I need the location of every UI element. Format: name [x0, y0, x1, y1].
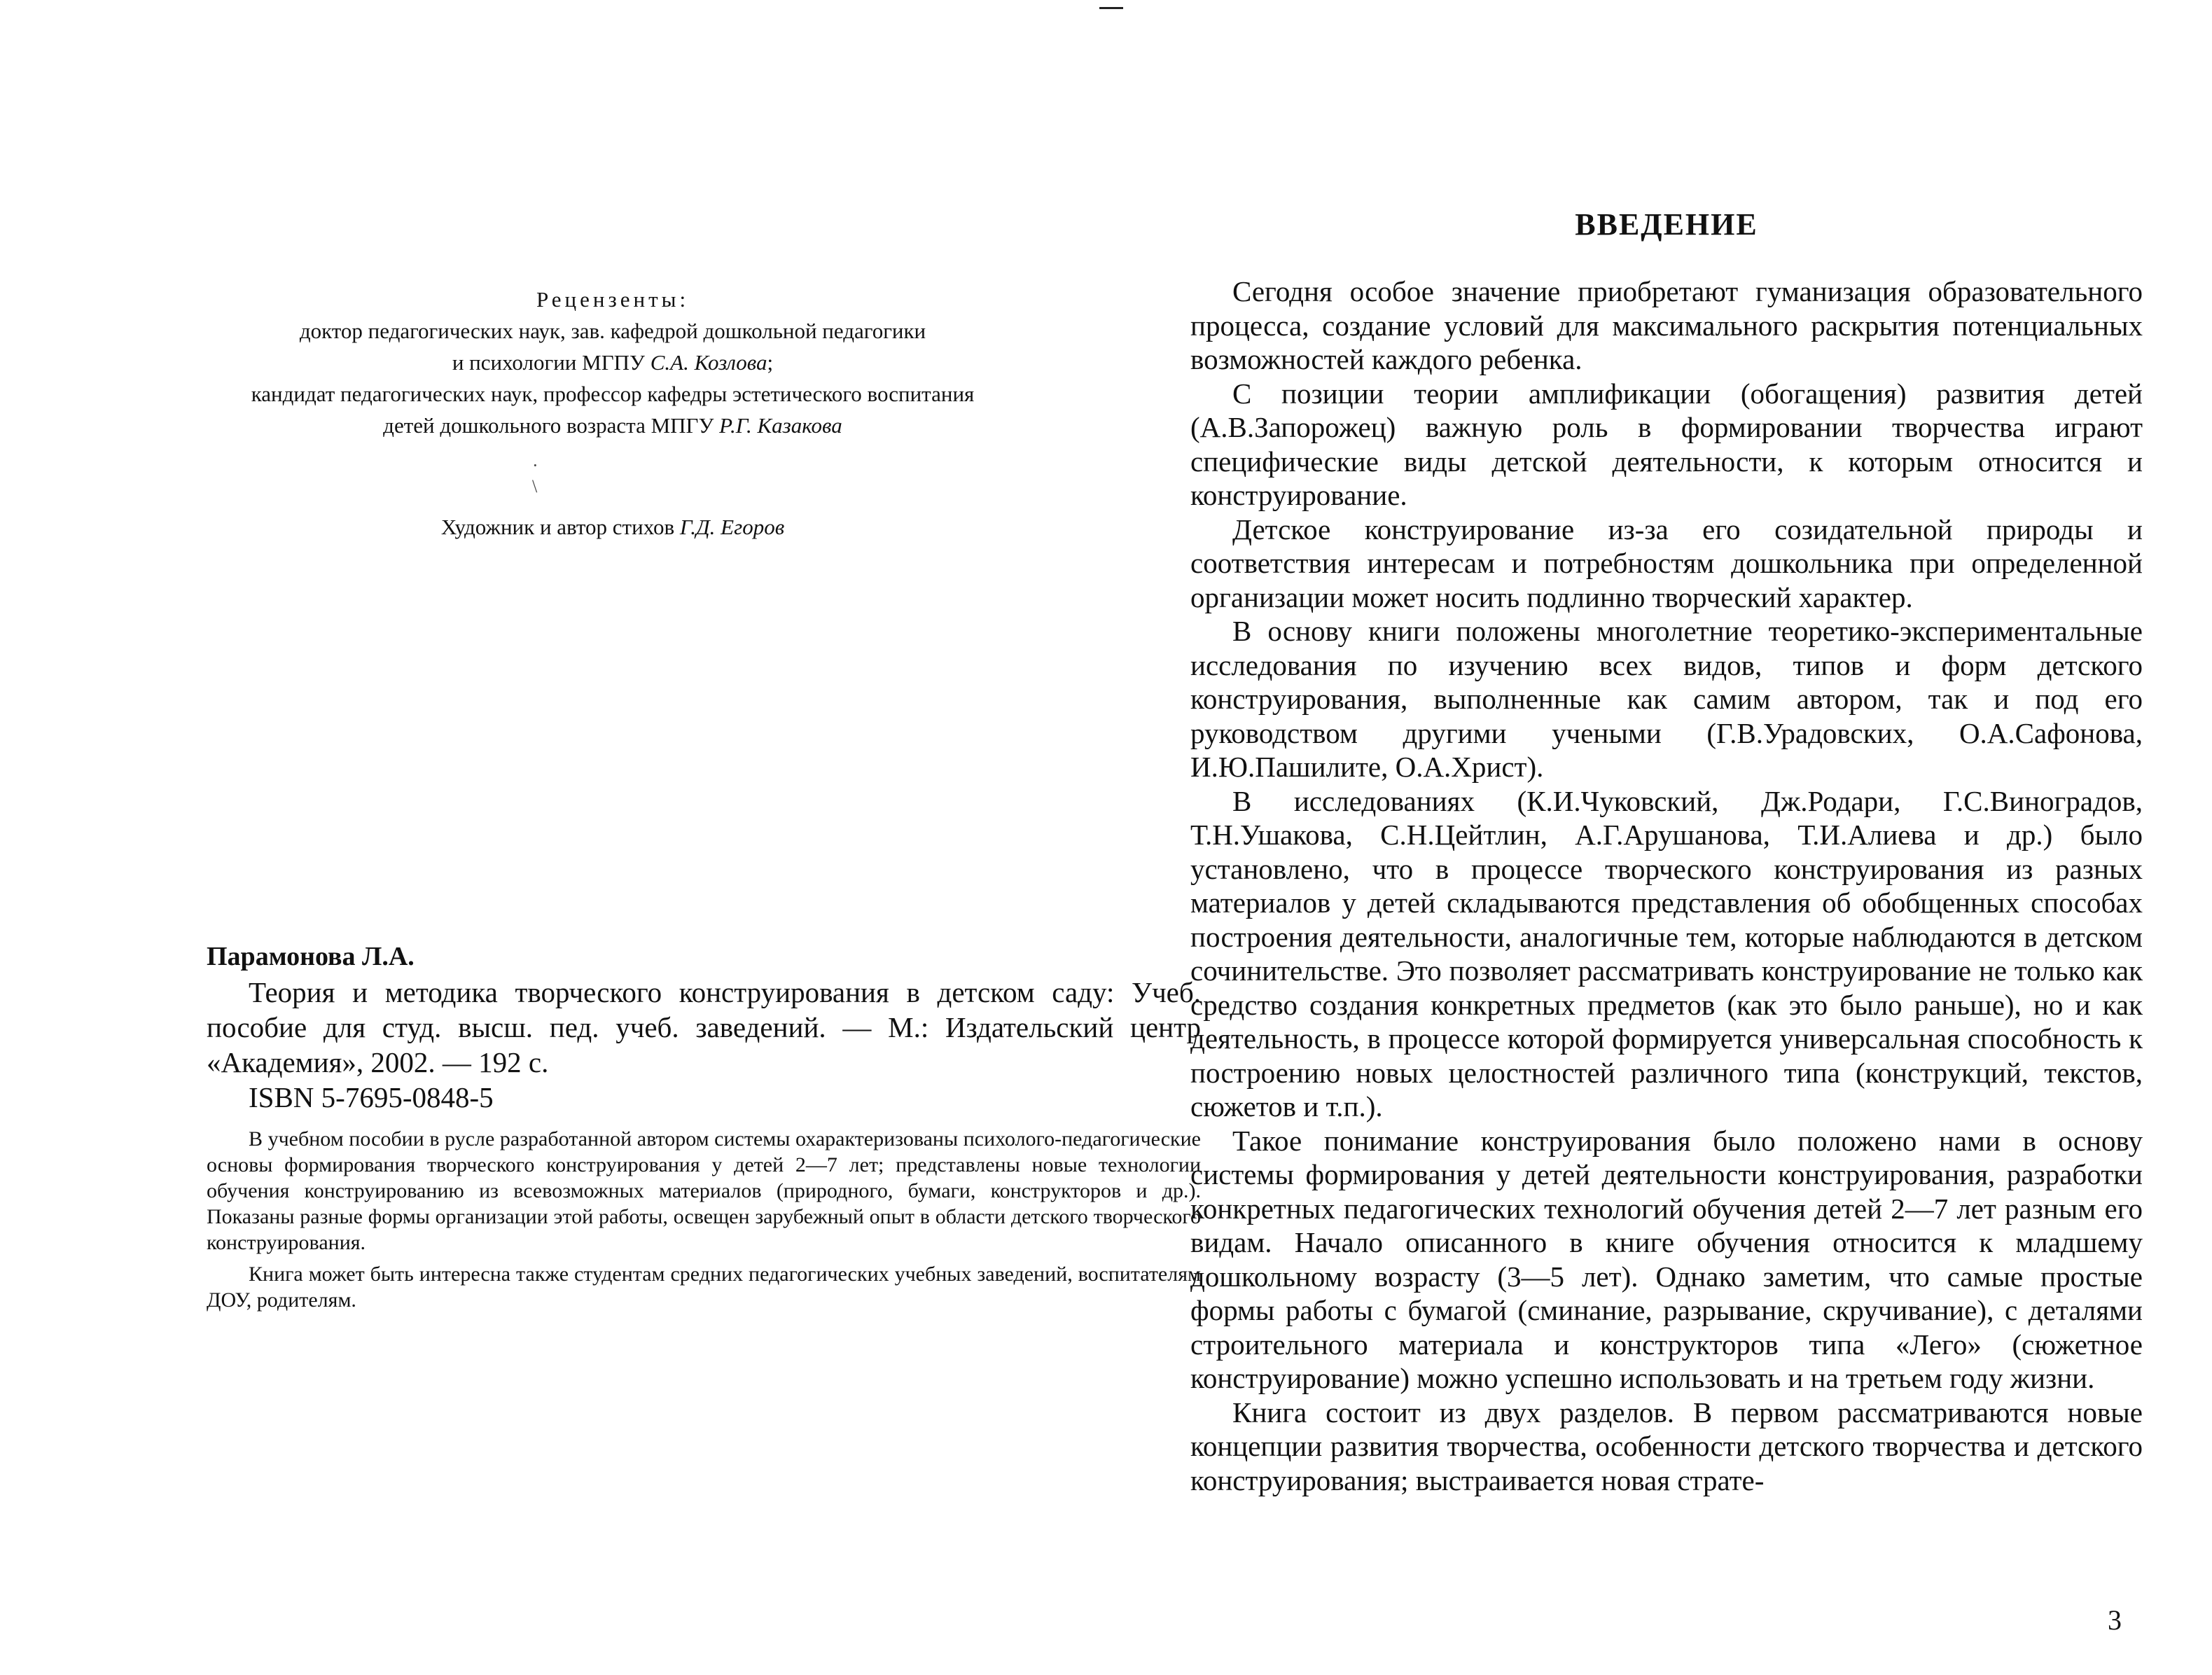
paragraph: С позиции теории амплификации (обогащения) развития детей (А.В.Запорожец) важную роль в формировании творчества играют специфические виды детской деятельности, к которым относится и конструирование.: [1190, 377, 2143, 511]
introduction-text: [1190, 274, 2143, 1497]
artist-label: Художник и автор стихов: [440, 515, 680, 539]
annotation-paragraph: В учебном пособии в русле разработанной автором системы охарактеризованы психолого-педагогические основы формирования творческого конструирования у детей 2—7 лет; представлены новые технологии обучения конструированию из всевозможных материалов (природного, бумаги, конструкторов и др.). Показаны разные формы организации этой работы, освещен зарубежный опыт в области детского творческого конструирования.: [207, 1127, 1201, 1254]
reviewer-2-affiliation: [137, 410, 1089, 441]
reviewer-1-name: С.А. Козлова: [650, 350, 767, 375]
bibliographic-record: [207, 938, 1201, 1313]
paragraph: Детское конструирование из-за его созидательной природы и соответствия интересам и потребностям дошкольника при определенной организации может носить подлинно творческий характер.: [1190, 513, 2143, 613]
reviewer-1-affiliation: [137, 347, 1089, 378]
top-dash-mark: [1099, 7, 1123, 9]
scan-marks: · \: [532, 455, 538, 496]
isbn: ISBN 5-7695-0848-5: [249, 1081, 494, 1113]
reviewer-2-name: Р.Г. Казакова: [719, 413, 842, 438]
page-number: 3: [2108, 1604, 2122, 1636]
annotation-paragraph: Книга может быть интересна также студентам средних педагогических учебных заведений, воспитателям ДОУ, родителям.: [207, 1263, 1201, 1312]
reviewers-block: [137, 284, 1089, 441]
reviewers-heading: Рецензенты:: [536, 287, 690, 312]
paragraph: В исследованиях (К.И.Чуковский, Дж.Родари, Г.С.Виноградов, Т.Н.Ушакова, С.Н.Цейтлин, А.Г.Арушанова, Т.И.Алиева и др.) было установлено, что в процессе творческого конструирования из разных материалов у детей складываются представления об обобщенных способах построения деятельности, аналогичные тем, которые наблюдаются в детском сочинительстве. Это позволяет рассматривать конструирование не только как средство создания конкретных предметов (как это было раньше), но и как деятельность, в процессе которой формируется универсальная способность к построению новых целостностей различного типа (конструкций, текстов, сюжетов и т.п.).: [1190, 784, 2143, 1123]
reviewer-1-punct: ;: [767, 350, 774, 375]
reviewer-1-affiliation-text: и психологии МГПУ: [452, 350, 651, 375]
book-description: Теория и методика творческого конструирования в детском саду: Учеб. пособие для студ. высш. пед. учеб. заведений. — М.: Издательский центр «Академия», 2002. — 192 с.: [207, 976, 1201, 1078]
paragraph: В основу книги положены многолетние теоретико-экспериментальные исследования по изучению всех видов, типов и форм детского конструирования, выполненные как самим автором, так и под его руководством другими учеными (Г.В.Урадовских, О.А.Сафонова, И.Ю.Пашилите, О.А.Христ).: [1190, 615, 2143, 783]
chapter-title: ВВЕДЕНИЕ: [1575, 207, 1758, 242]
reviewer-1-line: доктор педагогических наук, зав. кафедрой дошкольной педагогики: [299, 319, 926, 343]
reviewer-2-line: кандидат педагогических наук, профессор кафедры эстетического воспитания: [251, 382, 975, 406]
paragraph: Сегодня особое значение приобретают гуманизация образовательного процесса, создание условий для максимального раскрытия потенциальных возможностей каждого ребенка.: [1190, 275, 2143, 375]
paragraph: Такое понимание конструирования было положено нами в основу системы формирования у детей деятельности конструирования, разработки конкретных педагогических технологий обучения детей 2—7 лет разным его видам. Начало описанного в книге обучения относится к младшему дошкольному возрасту (3—5 лет). Однако заметим, что самые простые формы работы с бумагой (сминание, разрывание, скручивание), с деталями строительного материала и конструкторов типа «Лего» (сюжетное конструирование) можно успешно использовать и на третьем году жизни.: [1190, 1124, 2143, 1394]
reviewer-2-affiliation-text: детей дошкольного возраста МПГУ: [383, 413, 720, 438]
artist-name: Г.Д. Егоров: [679, 515, 785, 539]
artist-credit: [137, 511, 1089, 543]
book-author: Парамонова Л.А.: [207, 942, 415, 971]
paragraph: Книга состоит из двух разделов. В первом рассматриваются новые концепции развития творчества, особенности детского творчества и детского конструирования; выстраивается новая страте-: [1190, 1396, 2143, 1496]
